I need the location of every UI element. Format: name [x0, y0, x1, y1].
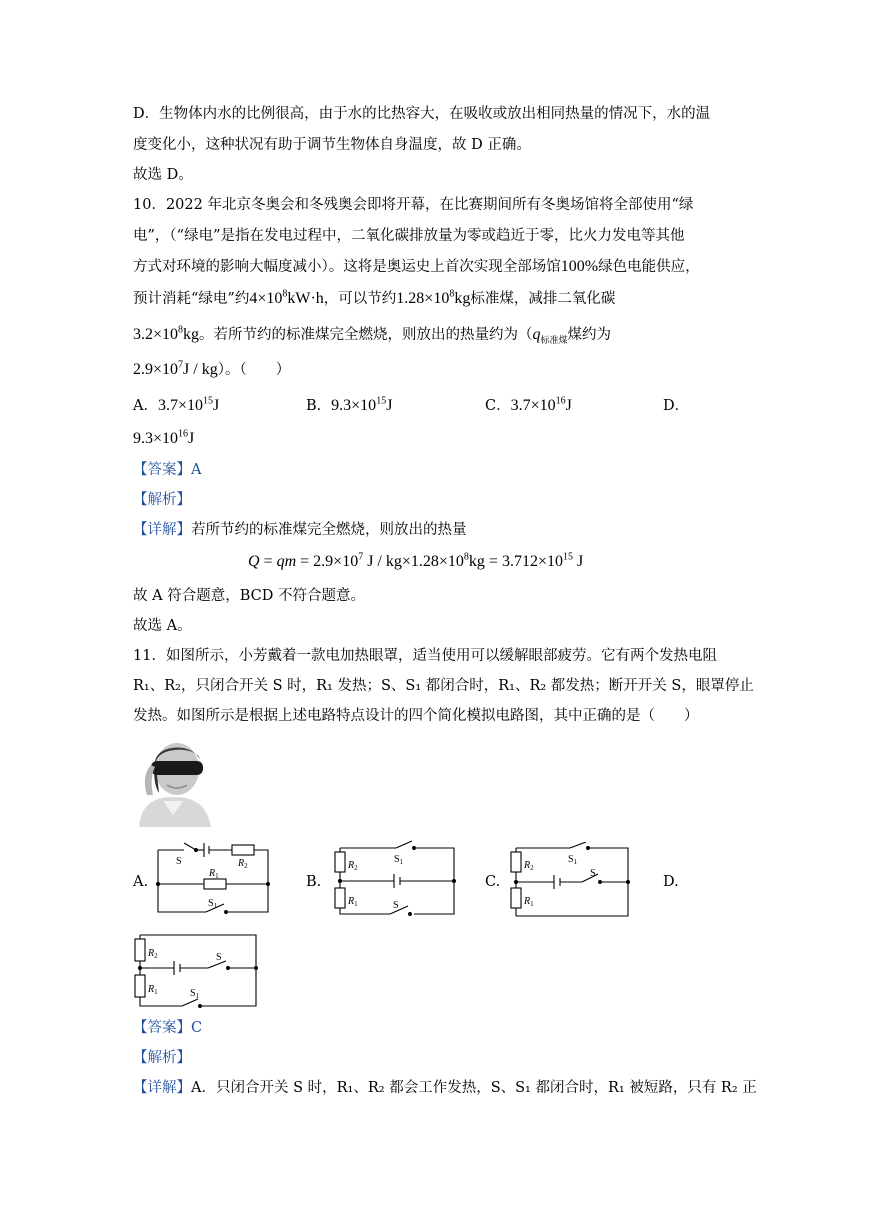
q11-answer: 【答案】C: [133, 1020, 203, 1036]
q10-choose: 故选 A。: [133, 618, 192, 634]
q11-option-b: B.: [306, 874, 322, 890]
svg-text:S: S: [590, 868, 596, 879]
q10-conclusion: 故 A 符合题意，BCD 不符合题意。: [133, 588, 365, 604]
q10-formula: Q = qm = $2.9\times 10^7$ $J / kg\times 1.28\times 10^8kg = 3.712\times 10^{15}$ J: [248, 551, 584, 570]
q10-option-c: C．$3.7\times 10^{16}J$: [485, 395, 572, 414]
svg-text:R1: $R_1$: [148, 984, 158, 996]
svg-text:S: S: [216, 952, 222, 963]
svg-text:R2: $R_2$: [148, 948, 158, 960]
svg-text:R2: $R_2$: [524, 860, 534, 872]
q10-stem-line1: 10．2022 年北京冬奥会和冬残奥会即将开幕，在比赛期间所有冬奥场馆将全部使用“绿: [133, 197, 694, 213]
svg-text:R1: $R_1$: [209, 868, 219, 880]
circuit-diagram-a: [152, 838, 274, 920]
q9-option-d-line2: 度变化小，这种状况有助于调节生物体自身温度，故 D 正确。: [133, 137, 531, 153]
q10-analysis: 【解析】: [133, 492, 191, 508]
q11-stem-line2: R₁、R₂，只闭合开关 S 时，R₁ 发热；S、S₁ 都闭合时，R₁、R₂ 都发热；断开开关 S，眼罩停止: [133, 678, 754, 694]
q10-detail: 【详解】若所节约的标准煤完全燃烧，则放出的热量: [133, 522, 467, 538]
q10-option-d-value: $9.3\times 10^{16}J$: [133, 428, 195, 447]
q10-option-d-label: D．: [663, 398, 690, 414]
q11-detail: 【详解】A．只闭合开关 S 时，R₁、R₂ 都会工作发热，S、S₁ 都闭合时，R₁ 被短路，只有 R₂ 正: [133, 1080, 757, 1096]
q10-option-b: B．$9.3\times 10^{15}J$: [306, 395, 393, 414]
percent-value: 100%: [560, 258, 599, 275]
circuit-diagram-c: [506, 842, 632, 920]
heat-value: $2.9\times 10^7J$ / kg: [133, 359, 218, 378]
svg-text:S1: $S_1$: [568, 854, 578, 866]
q11-stem-line1: 11．如图所示，小芳戴着一款电加热眼罩，适当使用可以缓解眼部疲劳。它有两个发热电阻: [133, 648, 717, 664]
q10-option-a: A．$3.7\times 10^{15}J$: [133, 395, 220, 414]
q10-stem-line6: $2.9\times 10^7J / kg$）。（ ）: [133, 359, 291, 378]
eye-mask-photo: [133, 735, 217, 827]
circuit-diagram-b: [330, 838, 458, 918]
q10-answer: 【答案】A: [133, 462, 202, 478]
svg-text:R1: $R_1$: [348, 896, 358, 908]
circuit-diagram-d: [130, 930, 260, 1010]
energy-value: $4\times 10^8kW\cdot h$: [249, 288, 324, 307]
q9-choose: 故选 D。: [133, 167, 193, 183]
coal-value: $1.28\times 10^8kg$: [396, 288, 471, 307]
q9-option-d-line1: D．生物体内水的比例很高，由于水的比热容大，在吸收或放出相同热量的情况下，水的温: [133, 106, 711, 122]
q10-stem-line3: 方式对环境的影响大幅度减小）。这将是奥运史上首次实现全部场馆100%绿色电能供应，: [133, 258, 700, 275]
svg-text:R1: $R_1$: [524, 896, 534, 908]
svg-text:S: S: [393, 900, 399, 911]
svg-text:S1: $S_1$: [190, 988, 200, 1000]
svg-text:S1: $S_1$: [208, 898, 218, 910]
svg-text:R2: $R_2$: [238, 858, 248, 870]
q11-option-c: C.: [485, 874, 501, 890]
co2-value: $3.2\times 10^8kg$: [133, 324, 200, 343]
q11-stem-line3: 发热。如图所示是根据上述电路特点设计的四个简化模拟电路图，其中正确的是（ ）: [133, 708, 699, 724]
q11-option-a: A.: [133, 874, 149, 890]
svg-text:S1: $S_1$: [394, 854, 404, 866]
q11-analysis: 【解析】: [133, 1050, 191, 1066]
svg-text:R2: $R_2$: [348, 860, 358, 872]
q10-stem-line5: $3.2\times 10^8kg$。若所节约的标准煤完全燃烧，则放出的热量约为（$q_{标准煤}$煤约为: [133, 324, 612, 347]
q11-option-d: D.: [663, 874, 679, 890]
label-s: S: [176, 856, 182, 867]
q10-stem-line4: 预计消耗“绿电”约$4\times 10^8kW\cdot h$，可以节约$1.28\times 10^8kg$标准煤，减排二氧化碳: [133, 288, 616, 307]
q10-stem-line2: 电”，（“绿电”是指在发电过程中，二氧化碳排放量为零或趋近于零，比火力发电等其他: [133, 228, 685, 244]
